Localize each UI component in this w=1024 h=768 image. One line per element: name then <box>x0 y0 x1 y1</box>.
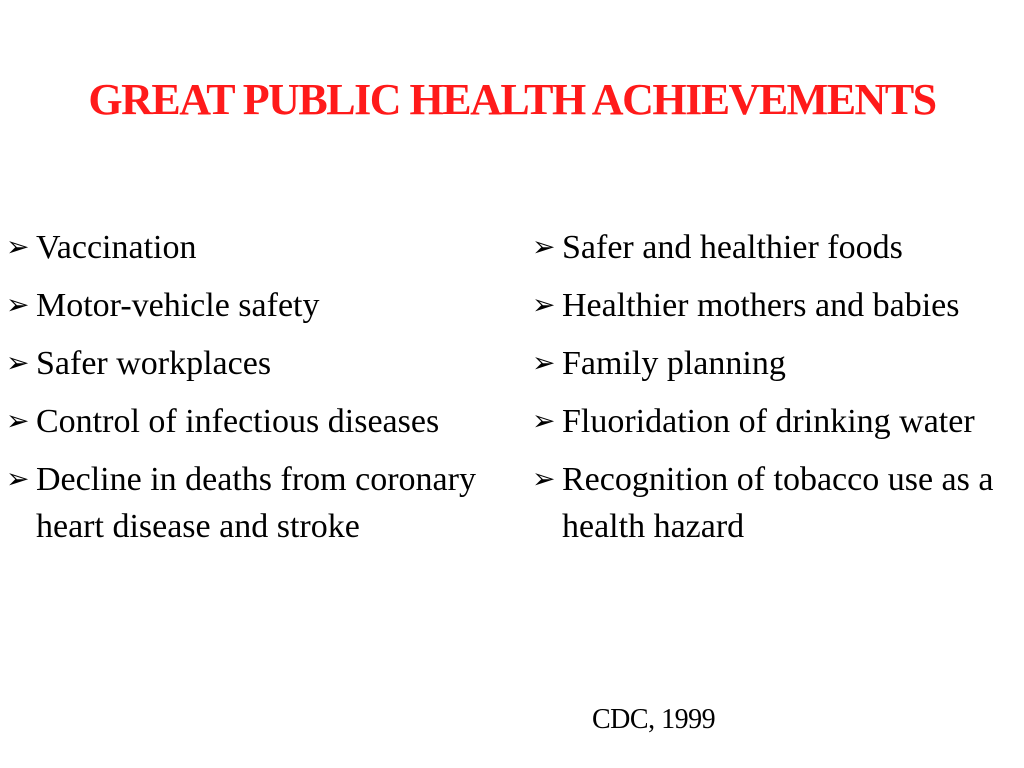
list-item-text: Vaccination <box>36 229 197 266</box>
list-item-text: Recognition of tobacco use as a health hazard <box>562 461 994 545</box>
list-item <box>6 456 476 550</box>
list-item <box>532 340 1012 387</box>
list-item <box>6 282 476 329</box>
list-item-text: Fluoridation of drinking water <box>562 403 975 440</box>
list-item <box>532 398 1012 445</box>
arrow-bullet-icon: ➢ <box>6 464 30 495</box>
source-citation: CDC, 1999 <box>592 704 716 735</box>
list-item-text: Healthier mothers and babies <box>562 287 960 324</box>
arrow-bullet-icon: ➢ <box>6 290 30 321</box>
list-item <box>6 398 476 445</box>
arrow-bullet-icon: ➢ <box>6 348 30 379</box>
arrow-bullet-icon: ➢ <box>532 232 556 263</box>
slide-title: GREAT PUBLIC HEALTH ACHIEVEMENTS <box>88 75 936 124</box>
arrow-bullet-icon: ➢ <box>532 348 556 379</box>
list-item-text: Decline in deaths from coronary heart disease and stroke <box>36 461 476 545</box>
list-item <box>532 456 1012 550</box>
list-item-text: Control of infectious diseases <box>36 403 440 440</box>
arrow-bullet-icon: ➢ <box>532 464 556 495</box>
list-item <box>532 224 1012 271</box>
arrow-bullet-icon: ➢ <box>6 232 30 263</box>
list-item-text: Family planning <box>562 345 786 382</box>
list-item-text: Safer workplaces <box>36 345 272 382</box>
arrow-bullet-icon: ➢ <box>532 290 556 321</box>
left-achievements-list <box>6 224 476 561</box>
arrow-bullet-icon: ➢ <box>532 406 556 437</box>
list-item-text: Motor-vehicle safety <box>36 287 320 324</box>
list-item-text: Safer and healthier foods <box>562 229 903 266</box>
list-item <box>6 224 476 271</box>
list-item <box>6 340 476 387</box>
right-achievements-list <box>532 224 1012 561</box>
list-item <box>532 282 1012 329</box>
arrow-bullet-icon: ➢ <box>6 406 30 437</box>
